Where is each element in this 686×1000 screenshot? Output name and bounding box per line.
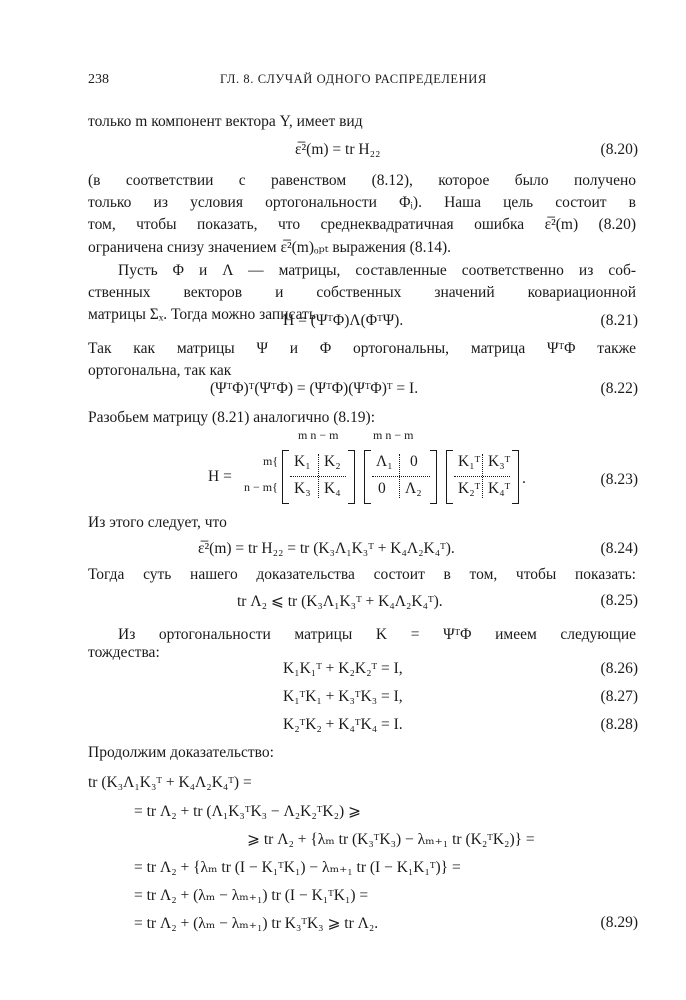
- text-line: том, чтобы показать, что среднеквадратичная ошибка ε̅²(m) (8.20): [88, 216, 636, 233]
- row-label: n − m{: [244, 480, 278, 494]
- eq-number: (8.25): [600, 592, 638, 609]
- block-matrix-equation: H = m n − m m n − m m{ n − m{ K₁ K₂ K₃ K₄ Λ₁ 0 0 Λ₂ K₁ᵀ K₃ᵀ K₂ᵀ K₄ᵀ .: [200, 430, 530, 510]
- eq-number: (8.24): [600, 540, 638, 557]
- equation-8-26: K₁K₁ᵀ + K₂K₂ᵀ = I,: [283, 660, 403, 677]
- eq-number: (8.20): [600, 141, 638, 158]
- proof-line: = tr Λ₂ + tr (Λ₁K₃ᵀK₃ − Λ₂K₂ᵀK₂) ⩾: [134, 803, 362, 820]
- equation-8-24: ε̅²(m) = tr H₂₂ = tr (K₃Λ₁K₃ᵀ + K₄Λ₂K₄ᵀ).: [198, 540, 455, 557]
- bracket-left: [282, 450, 289, 504]
- matrix-cell: K₂ᵀ: [458, 480, 481, 497]
- equation-8-20: ε̅²(m) = tr H₂₂: [295, 141, 381, 158]
- matrix-cell: Λ₂: [405, 480, 422, 497]
- proof-line: = tr Λ₂ + (λₘ − λₘ₊₁) tr K₃ᵀK₃ ⩾ tr Λ₂.: [134, 915, 379, 932]
- text-line: Из этого следует, что: [88, 514, 227, 531]
- text-line: только m компонент вектора Y, имеет вид: [88, 113, 363, 130]
- matrix-cell: K₄ᵀ: [488, 480, 511, 497]
- text-line: Продолжим доказательство:: [88, 744, 274, 761]
- matrix-cell: Λ₁: [376, 453, 393, 470]
- equation-8-21: H = (ΨᵀΦ)Λ(ΦᵀΨ).: [283, 312, 404, 329]
- running-title: ГЛ. 8. СЛУЧАЙ ОДНОГО РАСПРЕДЕЛЕНИЯ: [220, 72, 487, 86]
- matrix-cell: K₃ᵀ: [488, 453, 511, 470]
- divider: [454, 476, 510, 477]
- matrix-cell: K₁ᵀ: [458, 453, 481, 470]
- equation-8-28: K₂ᵀK₂ + K₄ᵀK₄ = I.: [283, 716, 403, 733]
- proof-line: = tr Λ₂ + {λₘ tr (I − K₁ᵀK₁) − λₘ₊₁ tr (I − K₁K₁ᵀ)} =: [134, 859, 461, 876]
- proof-line: ⩾ tr Λ₂ + {λₘ tr (K₃ᵀK₃) − λₘ₊₁ tr (K₂ᵀK₂)} =: [247, 831, 535, 848]
- matrix-lhs: H =: [208, 468, 232, 485]
- matrix-cell: K₄: [324, 480, 341, 497]
- divider: [290, 476, 346, 477]
- equation-8-22: (ΨᵀΦ)ᵀ(ΨᵀΦ) = (ΨᵀΦ)(ΨᵀΦ)ᵀ = I.: [210, 380, 419, 397]
- matrix-cell: K₁: [294, 453, 311, 470]
- text-line: ограничена снизу значением ε̅²(m)ₒₚₜ выражения (8.14).: [88, 239, 452, 256]
- divider: [372, 476, 430, 477]
- matrix-cell: 0: [410, 453, 418, 470]
- text-line: только из условия ортогональности Φᵢ). Наша цель состоит в: [88, 194, 636, 211]
- bracket-right: [512, 450, 519, 504]
- column-labels: m n − m: [298, 428, 339, 442]
- bracket-right: [430, 450, 437, 504]
- matrix-cell: 0: [378, 480, 386, 497]
- eq-number: (8.29): [600, 914, 638, 931]
- text-line: Тогда суть нашего доказательства состоит в том, чтобы показать:: [88, 566, 636, 583]
- row-label: m{: [263, 454, 279, 468]
- text-line: Разобьем матрицу (8.21) аналогично (8.19):: [88, 409, 376, 426]
- text-line: ственных векторов и собственных значений ковариационной: [88, 284, 636, 301]
- eq-number: (8.23): [600, 471, 638, 488]
- proof-line: tr (K₃Λ₁K₃ᵀ + K₄Λ₂K₄ᵀ) =: [88, 774, 252, 791]
- eq-number: (8.22): [600, 380, 638, 397]
- eq-number: (8.27): [600, 688, 638, 705]
- bracket-left: [364, 450, 371, 504]
- text-line: Из ортогональности матрицы K = ΨᵀΦ имеем следующие: [118, 626, 636, 643]
- proof-line: = tr Λ₂ + (λₘ − λₘ₊₁) tr (I − K₁ᵀK₁) =: [134, 887, 369, 904]
- eq-number: (8.28): [600, 716, 638, 733]
- equation-8-27: K₁ᵀK₁ + K₃ᵀK₃ = I,: [283, 688, 403, 705]
- text-line: Так как матрицы Ψ и Φ ортогональны, матрица ΨᵀΦ также: [88, 340, 636, 357]
- column-labels: m n − m: [373, 428, 414, 442]
- bracket-right: [348, 450, 355, 504]
- equation-8-25: tr Λ₂ ⩽ tr (K₃Λ₁K₃ᵀ + K₄Λ₂K₄ᵀ).: [237, 593, 443, 610]
- text-line: матрицы Σₓ. Тогда можно записать: [88, 306, 316, 323]
- eq-number: (8.21): [600, 312, 638, 329]
- page-number: 238: [88, 72, 109, 87]
- text-line: тождества:: [88, 644, 160, 661]
- text-line: ортогональна, так как: [88, 362, 232, 379]
- matrix-cell: K₃: [294, 480, 311, 497]
- text-line: (в соответствии с равенством (8.12), которое было получено: [88, 172, 636, 189]
- bracket-left: [446, 450, 453, 504]
- text-line: Пусть Φ и Λ — матрицы, составленные соответственно из соб-: [118, 262, 636, 279]
- eq-number: (8.26): [600, 660, 638, 677]
- matrix-cell: K₂: [324, 453, 341, 470]
